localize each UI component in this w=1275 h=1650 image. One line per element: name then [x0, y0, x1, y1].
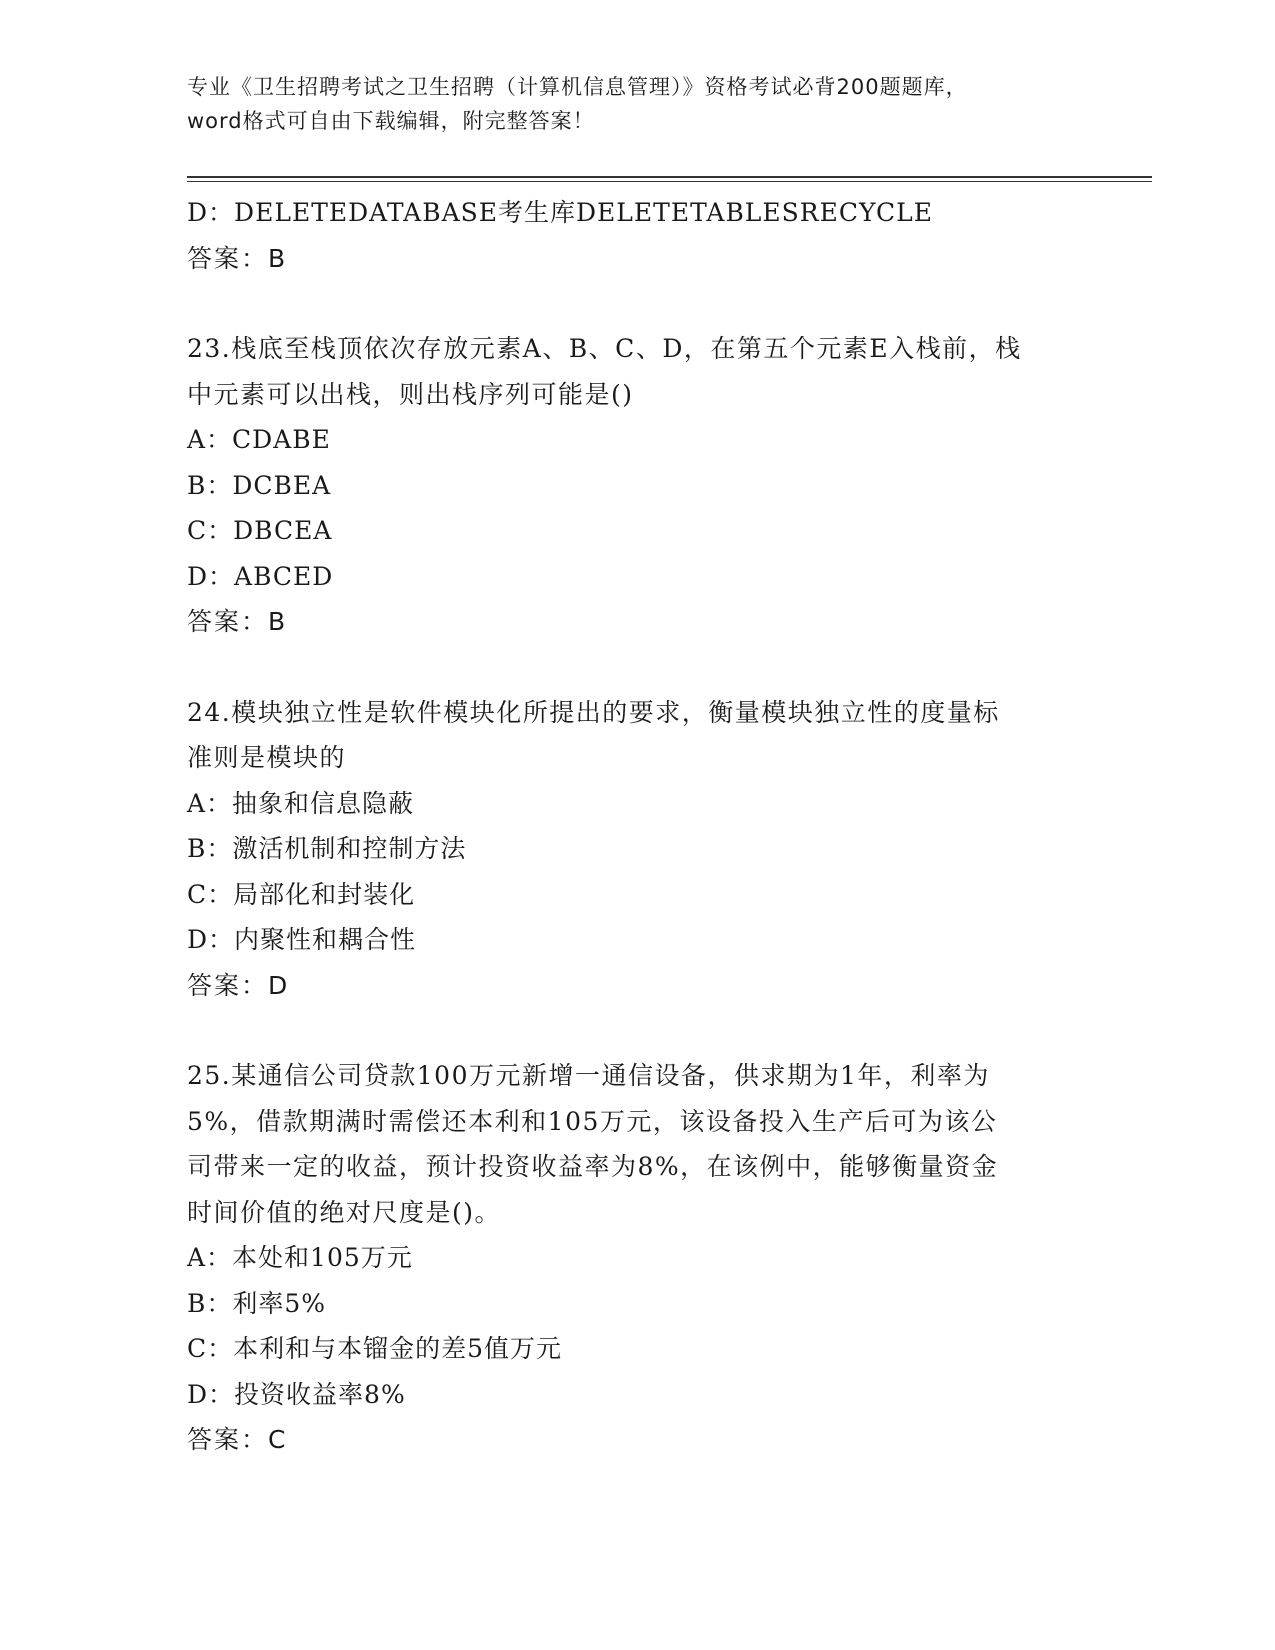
option-b: B：利率5% — [187, 1288, 327, 1318]
option-b: B：激活机制和控制方法 — [187, 834, 467, 863]
option-d: D：内聚性和耦合性 — [187, 925, 417, 954]
option-d: D：投资收益率8% — [187, 1379, 406, 1409]
question-stem-line: 准则是模块的 — [187, 743, 347, 772]
question-stem-line: 5%，借款期满时需偿还本利和105万元，该设备投入生产后可为该公 — [187, 1106, 998, 1136]
option-b: B：DCBEA — [187, 470, 332, 500]
document-header — [187, 70, 1087, 138]
option-c: C：DBCEA — [187, 516, 333, 545]
prev-option-d: D：DELETEDATABASE考生库DELETETABLESRECYCLE — [187, 198, 934, 227]
option-c: C：本利和与本镏金的差5值万元 — [187, 1334, 563, 1363]
header-divider-thick — [187, 176, 1152, 178]
question-24 — [187, 690, 1087, 1009]
spacer — [187, 645, 1087, 690]
header-divider-thin — [187, 181, 1152, 182]
question-stem-line: 24.模块独立性是软件模块化所提出的要求，衡量模块独立性的度量标 — [187, 697, 1000, 727]
question-stem-line: 23.栈底至栈顶依次存放元素A、B、C、D，在第五个元素E入栈前，栈 — [187, 334, 1022, 363]
answer: 答案：B — [187, 607, 288, 636]
prev-answer: 答案：B — [187, 243, 288, 273]
question-stem-line: 25.某通信公司贷款100万元新增一通信设备，供求期为1年，利率为 — [187, 1061, 990, 1090]
answer: 答案：D — [187, 970, 290, 1000]
header-line-2: word格式可自由下载编辑，附完整答案！ — [187, 109, 595, 133]
option-a: A：CDABE — [187, 425, 331, 454]
question-23 — [187, 326, 1087, 645]
question-stem-line: 司带来一定的收益，预计投资收益率为8%，在该例中，能够衡量资金 — [187, 1152, 999, 1181]
question-stem-line: 时间价值的绝对尺度是()。 — [187, 1197, 502, 1227]
question-stem-line: 中元素可以出栈，则出栈序列可能是() — [187, 379, 634, 409]
option-a: A：抽象和信息隐蔽 — [187, 788, 415, 818]
option-d: D：ABCED — [187, 561, 334, 591]
spacer — [187, 281, 1087, 326]
answer: 答案：C — [187, 1425, 288, 1454]
option-a: A：本处和105万元 — [187, 1243, 413, 1272]
document-body — [187, 190, 1087, 1463]
question-25 — [187, 1053, 1087, 1463]
option-c: C：局部化和封装化 — [187, 879, 416, 909]
spacer — [187, 1008, 1087, 1053]
header-line-1: 专业《卫生招聘考试之卫生招聘（计算机信息管理）》资格考试必背200题题库， — [187, 75, 968, 99]
